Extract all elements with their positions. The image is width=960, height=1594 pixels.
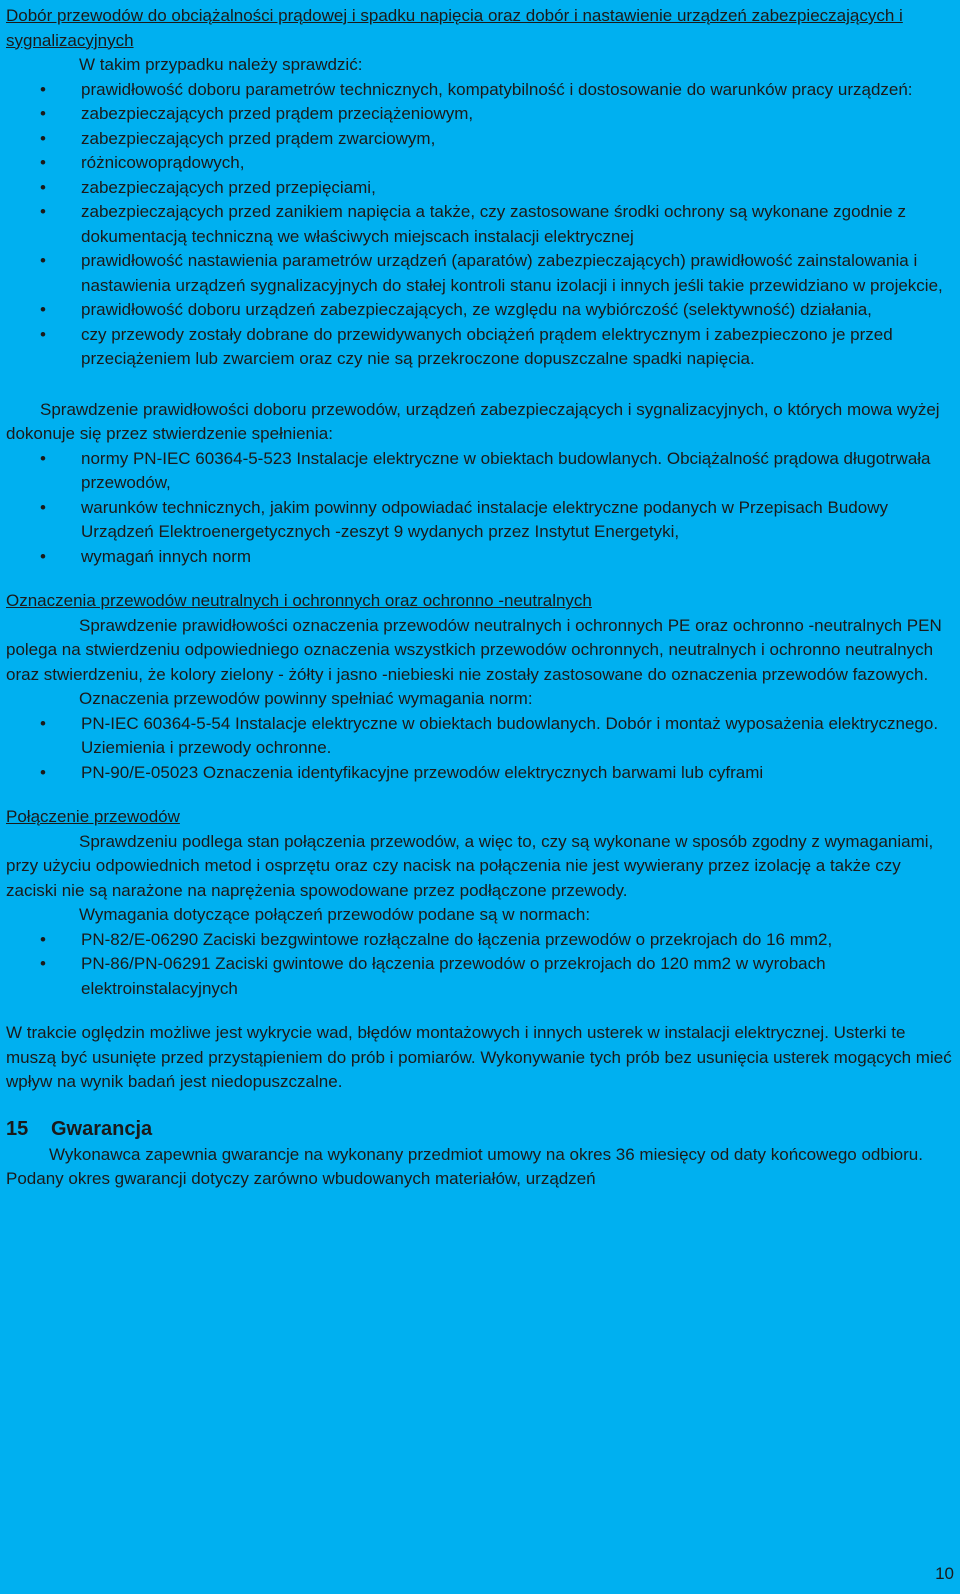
paragraph: Sprawdzenie prawidłowości oznaczenia przewodów neutralnych i ochronnych PE oraz ochronno -neutralnych PEN polega na stwierdzeniu odpowiedniego oznaczenia wszystkich przewodów ochronnych, neutralnych i ochronno neutralnych oraz stwierdzeniu, że kolory zielony - żółty i jasno -niebieski nie zostały zastosowane do oznaczenia przewodów fazowych. [6, 615, 942, 684]
bullet-icon: • [40, 324, 46, 344]
section-heading: Dobór przewodów do obciążalności prądowej i spadku napięcia oraz dobór i nastawienie urządzeń zabezpieczających i sygnalizacyjnych [6, 6, 903, 50]
bullet-icon: • [40, 300, 46, 319]
list-item: • PN-82/E-06290 Zaciski bezgwintowe rozłączalne do łączenia przewodów o przekrojach do 16 mm2, [6, 928, 956, 953]
list-item: • prawidłowość doboru urządzeń zabezpieczających, ze względu na wybiórczość (selektywność) działania, [6, 298, 956, 323]
section-heading: Połączenie przewodów [6, 807, 180, 826]
bullet-icon: • [40, 713, 46, 733]
standards-list [6, 712, 956, 786]
paragraph: Sprawdzeniu podlega stan połączenia przewodów, a więc to, czy są wykonane w sposób zgodny z wymaganiami, przy użyciu odpowiednich metod i osprzętu oraz czy nacisk na połączenia nie jest wywierany przez izolację a także czy zaciski nie są narażone na naprężenia spowodowane przez podłączone przewody. [6, 831, 934, 900]
bullet-icon: • [40, 177, 46, 197]
bullet-icon: • [40, 546, 46, 566]
list-item: • PN-IEC 60364-5-54 Instalacje elektryczne w obiektach budowlanych. Dobór i montaż wyposażenia elektrycznego. Uziemienia i przewody ochronne. [40, 713, 939, 757]
list-item: • różnicowoprądowych, [6, 151, 956, 176]
list-item: • zabezpieczających przed prądem przeciążeniowym, [6, 102, 956, 127]
bullet-icon: • [40, 929, 46, 949]
paragraph: Wykonawca zapewnia gwarancje na wykonany przedmiot umowy na okres 36 miesięcy od daty końcowego odbioru. Podany okres gwarancji dotyczy zarówno wbudowanych materiałów, urządzeń [6, 1144, 923, 1188]
bullet-icon: • [40, 153, 46, 172]
section-number: 15 [6, 1117, 29, 1140]
section-title-text: Gwarancja [51, 1117, 153, 1140]
bullet-icon: • [40, 128, 46, 148]
bullet-icon: • [40, 497, 46, 517]
section-heading: Oznaczenia przewodów neutralnych i ochronnych oraz ochronno -neutralnych [6, 591, 592, 610]
paragraph: Sprawdzenie prawidłowości doboru przewodów, urządzeń zabezpieczających i sygnalizacyjnych, o których mowa wyżej dokonuje się przez stwierdzenie spełnienia: [6, 399, 940, 443]
bullet-icon: • [40, 251, 46, 270]
bullet-icon: • [40, 202, 46, 221]
bullet-icon: • [40, 79, 46, 99]
standards-list [6, 928, 956, 1002]
section-title [6, 1115, 956, 1143]
list-item: • zabezpieczających przed prądem zwarciowym, [6, 127, 956, 152]
list-item: • zabezpieczających przed przepięciami, [6, 176, 956, 201]
bullet-icon: • [40, 104, 46, 123]
standards-list [6, 447, 956, 570]
intro-text: W takim przypadku należy sprawdzić: [79, 55, 363, 74]
list-item: • prawidłowość doboru parametrów technicznych, kompatybilność i dostosowanie do warunków pracy urządzeń: [6, 78, 956, 103]
list-item: • wymagań innych norm [6, 545, 956, 570]
list-item: • prawidłowość nastawienia parametrów urządzeń (aparatów) zabezpieczających) prawidłowość zainstalowania i nastawienia urządzeń sygnalizacyjnych do stałej kontroli stanu izolacji i innych jeśli takie przewidziano w projekcie, [40, 251, 943, 295]
bullet-icon: • [40, 448, 46, 468]
intro-text: Wymagania dotyczące połączeń przewodów podane są w normach: [79, 905, 591, 924]
list-item: • warunków technicznych, jakim powinny odpowiadać instalacje elektryczne podanych w Przepisach Budowy Urządzeń Elektroenergetycznych -zeszyt 9 wydanych przez Instytut Energetyki, [40, 497, 888, 541]
list-item: • PN-90/E-05023 Oznaczenia identyfikacyjne przewodów elektrycznych barwami lub cyframi [6, 761, 956, 786]
intro-text: Oznaczenia przewodów powinny spełniać wymagania norm: [79, 689, 533, 708]
document-page [6, 4, 956, 1192]
list-item: • normy PN-IEC 60364-5-523 Instalacje elektryczne w obiektach budowlanych. Obciążalność prądowa długotrwała przewodów, [40, 448, 931, 492]
closing-paragraph: W trakcie oględzin możliwe jest wykrycie wad, błędów montażowych i innych usterek w instalacji elektrycznej. Usterki te muszą być usunięte przed przystąpieniem do prób i pomiarów. Wykonywanie tych prób bez usunięcia usterek mogących mieć wpływ na wynik badań jest niedopuszczalne. [6, 1023, 952, 1091]
list-item: • czy przewody zostały dobrane do przewidywanych obciążeń prądem elektrycznym i zabezpieczono je przed przeciążeniem lub zwarciem oraz czy nie są przekroczone dopuszczalne spadki napięcia. [40, 324, 893, 368]
bullet-icon: • [40, 762, 46, 782]
bullet-icon: • [40, 954, 46, 973]
list-item: • zabezpieczających przed zanikiem napięcia a także, czy zastosowane środki ochrony są wykonane zgodnie z dokumentacją techniczną we właściwych miejscach instalacji elektrycznej [40, 202, 906, 246]
page-number: 10 [935, 1564, 954, 1583]
list-item: • PN-86/PN-06291 Zaciski gwintowe do łączenia przewodów o przekrojach do 120 mm2 w wyrobach elektroinstalacyjnych [40, 954, 826, 998]
requirements-list [6, 78, 956, 372]
